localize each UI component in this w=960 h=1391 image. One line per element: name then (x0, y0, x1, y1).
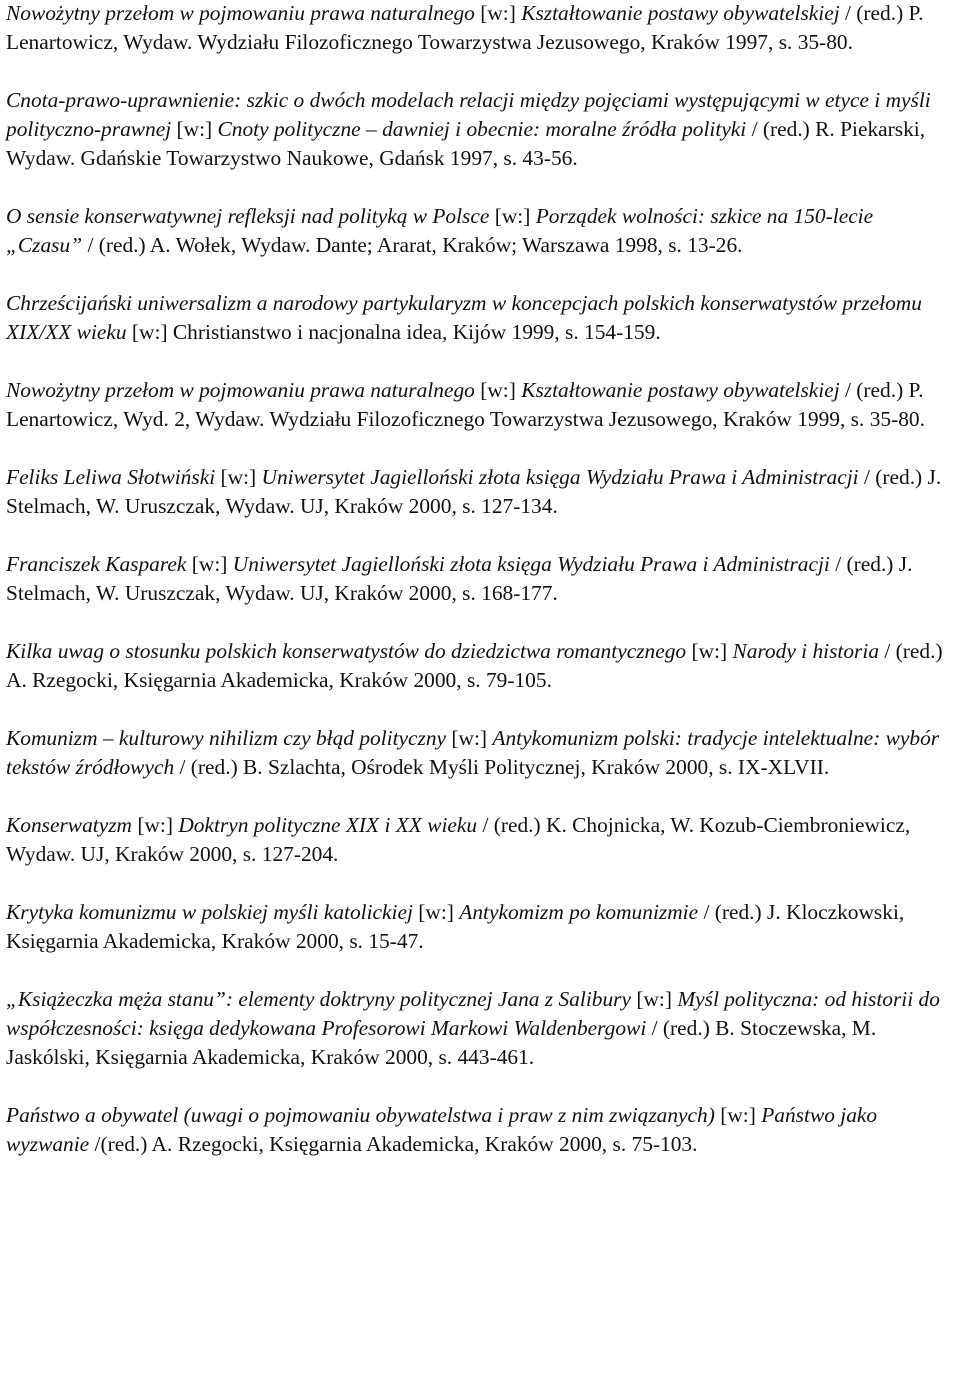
bibliography-entry (6, 898, 954, 956)
entry-source-title: Państwo jako wyzwanie (6, 1103, 878, 1156)
entry-in-marker: [w:] (714, 1103, 762, 1127)
entry-publication-details: / (red.) J. Kloczkowski, Księgarnia Akademicka, Kraków 2000, s. 15-47. (6, 900, 905, 953)
entry-publication-details: / (red.) P. Lenartowicz, Wyd. 2, Wydaw. Wydziału Filozoficznego Towarzystwa Jezusowego, Kraków 1999, s. 35-80. (6, 378, 925, 431)
entry-publication-details: / (red.) J. Stelmach, W. Uruszczak, Wydaw. UJ, Kraków 2000, s. 127-134. (6, 465, 942, 518)
entry-title: Komunizm – kulturowy nihilizm czy błąd polityczny (6, 726, 447, 750)
entry-in-marker: [w:] (474, 1, 522, 25)
entry-publication-details: / (red.) B. Szlachta, Ośrodek Myśli Politycznej, Kraków 2000, s. IX-XLVII. (174, 755, 830, 779)
entry-title: Konserwatyzm (6, 813, 132, 837)
bibliography-list (6, 0, 954, 1159)
entry-source-title: Cnoty polityczne – dawniej i obecnie: moralne źródła polityki (217, 117, 747, 141)
entry-source-title: Doktryn polityczne XIX i XX wieku (178, 813, 478, 837)
entry-title: Nowożytny przełom w pojmowaniu prawa naturalnego (6, 1, 475, 25)
bibliography-entry (6, 289, 954, 347)
bibliography-entry (6, 376, 954, 434)
entry-title: Franciszek Kasparek (6, 552, 187, 576)
entry-publication-details: [w:] Christianstwo i nacjonalna idea, Kijów 1999, s. 154-159. (126, 320, 661, 344)
entry-title: O sensie konserwatywnej refleksji nad polityką w Polsce (6, 204, 490, 228)
bibliography-entry (6, 1101, 954, 1159)
entry-publication-details: / (red.) J. Stelmach, W. Uruszczak, Wydaw. UJ, Kraków 2000, s. 168-177. (6, 552, 913, 605)
entry-title: „Książeczka męża stanu”: elementy doktryny politycznej Jana z Salibury (6, 987, 631, 1011)
bibliography-entry (6, 811, 954, 869)
entry-in-marker: [w:] (171, 117, 218, 141)
entry-title: Państwo a obywatel (uwagi o pojmowaniu obywatelstwa i praw z nim związanych) (6, 1103, 715, 1127)
entry-title: Feliks Leliwa Słotwiński (6, 465, 216, 489)
entry-source-title: Uniwersytet Jagielloński złota księga Wydziału Prawa i Administracji (232, 552, 830, 576)
entry-source-title: Antykomizm po komunizmie (459, 900, 699, 924)
entry-source-title: Kształtowanie postawy obywatelskiej (521, 378, 840, 402)
entry-publication-details: / (red.) A. Wołek, Wydaw. Dante; Ararat, Kraków; Warszawa 1998, s. 13-26. (82, 233, 743, 257)
bibliography-entry (6, 86, 954, 173)
entry-source-title: Uniwersytet Jagielloński złota księga Wydziału Prawa i Administracji (261, 465, 859, 489)
entry-in-marker: [w:] (489, 204, 536, 228)
entry-publication-details: / (red.) B. Stoczewska, M. Jaskólski, Księgarnia Akademicka, Kraków 2000, s. 443-461. (6, 1016, 877, 1069)
entry-title: Kilka uwag o stosunku polskich konserwatystów do dziedzictwa romantycznego (6, 639, 687, 663)
entry-source-title: Kształtowanie postawy obywatelskiej (521, 1, 840, 25)
entry-in-marker: [w:] (474, 378, 522, 402)
entry-title: Chrześcijański uniwersalizm a narodowy partykularyzm w koncepcjach polskich konserwatystów przełomu XIX/XX wieku (6, 291, 922, 344)
entry-publication-details: / (red.) P. Lenartowicz, Wydaw. Wydziału Filozoficznego Towarzystwa Jezusowego, Kraków 1997, s. 35-80. (6, 1, 924, 54)
entry-in-marker: [w:] (131, 813, 179, 837)
entry-source-title: Narody i historia (732, 639, 880, 663)
entry-in-marker: [w:] (412, 900, 460, 924)
bibliography-entry (6, 0, 954, 57)
entry-in-marker: [w:] (446, 726, 493, 750)
entry-source-title: Porządek wolności: szkice na 150-lecie „Czasu” (6, 204, 874, 257)
entry-publication-details: / (red.) R. Piekarski, Wydaw. Gdańskie Towarzystwo Naukowe, Gdańsk 1997, s. 43-56. (6, 117, 926, 170)
entry-publication-details: / (red.) K. Chojnicka, W. Kozub-Ciembroniewicz, Wydaw. UJ, Kraków 2000, s. 127-204. (6, 813, 911, 866)
entry-in-marker: [w:] (186, 552, 233, 576)
entry-source-title: Myśl polityczna: od historii do współczesności: księga dedykowana Profesorowi Markowi Waldenbergowi (6, 987, 940, 1040)
entry-in-marker: [w:] (630, 987, 678, 1011)
entry-title: Krytyka komunizmu w polskiej myśli katolickiej (6, 900, 413, 924)
bibliography-entry (6, 550, 954, 608)
entry-publication-details: / (red.) A. Rzegocki, Księgarnia Akademicka, Kraków 2000, s. 79-105. (6, 639, 943, 692)
entry-in-marker: [w:] (686, 639, 733, 663)
entry-source-title: Antykomunizm polski: tradycje intelektualne: wybór tekstów źródłowych (6, 726, 940, 779)
bibliography-entry (6, 985, 954, 1072)
entry-publication-details: /(red.) A. Rzegocki, Księgarnia Akademicka, Kraków 2000, s. 75-103. (89, 1132, 698, 1156)
bibliography-entry (6, 637, 954, 695)
bibliography-entry (6, 202, 954, 260)
entry-title: Cnota-prawo-uprawnienie: szkic o dwóch modelach relacji między pojęciami występującymi w etyce i myśli polityczno-prawnej (6, 88, 931, 141)
entry-in-marker: [w:] (215, 465, 262, 489)
bibliography-entry (6, 724, 954, 782)
bibliography-entry (6, 463, 954, 521)
entry-title: Nowożytny przełom w pojmowaniu prawa naturalnego (6, 378, 475, 402)
